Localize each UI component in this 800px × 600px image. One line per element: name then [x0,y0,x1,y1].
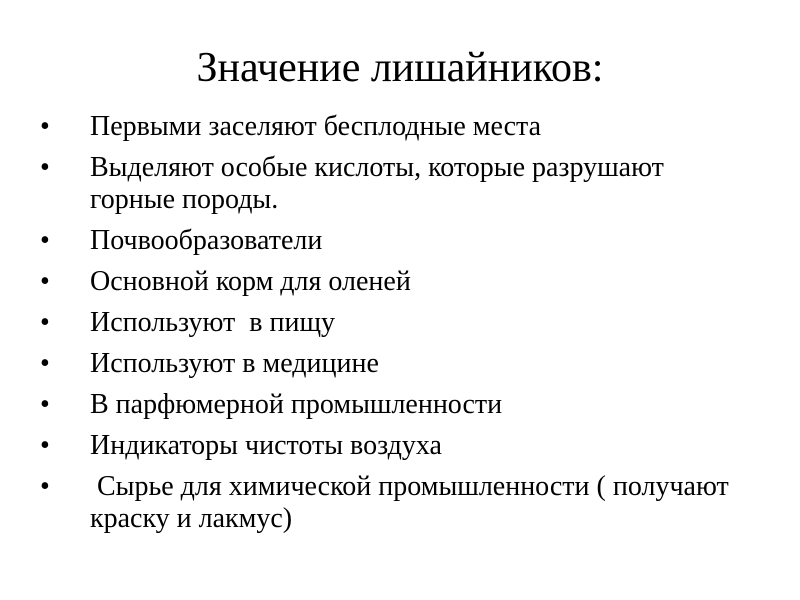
list-item [40,111,740,143]
list-item [40,307,740,339]
list-item-text: Первыми заселяют бесплодные места [90,111,542,142]
bullet-icon: • [40,307,50,338]
bullet-icon: • [40,348,50,379]
list-item-text: Используют в медицине [90,348,379,379]
bullet-icon: • [40,471,50,502]
list-item-text: Основной корм для оленей [90,266,411,297]
list-item [40,152,740,216]
bullet-icon: • [40,389,50,420]
list-item-text: Сырье для химической промышленности ( получают краску и лакмус) [90,471,736,534]
bullet-icon: • [40,152,50,183]
list-item-text: В парфюмерной промышленности [90,389,503,420]
list-item [40,225,740,257]
list-item-text: Индикаторы чистоты воздуха [90,430,442,461]
bullet-icon: • [40,430,50,461]
list-item-text: Почвообразователи [90,225,323,256]
slide-title: Значение лишайников: [196,45,604,91]
list-item [40,389,740,421]
bullet-icon: • [40,111,50,142]
bullet-icon: • [40,225,50,256]
list-item-text: Используют в пищу [90,307,336,338]
list-item [40,348,740,380]
list-item [40,266,740,298]
bullet-list [40,111,740,544]
list-item [40,471,740,535]
list-item [40,430,740,462]
list-item-text: Выделяют особые кислоты, которые разрушают горные породы. [90,152,671,215]
bullet-icon: • [40,266,50,297]
